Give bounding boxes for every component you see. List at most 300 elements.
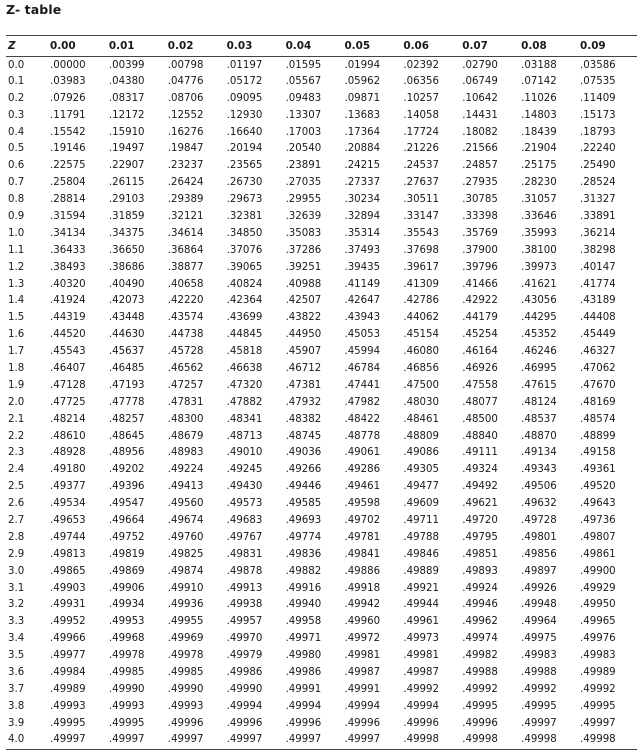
probability-cell: .24857 <box>462 160 498 172</box>
probability-cell: .40147 <box>580 261 616 273</box>
probability-cell: .48257 <box>108 413 145 425</box>
z-value-cell: 3.5 <box>8 650 25 662</box>
probability-cell: .41466 <box>462 278 498 290</box>
probability-cell: .49991 <box>285 683 322 695</box>
probability-cell: .49158 <box>580 447 616 459</box>
probability-cell: .39065 <box>226 261 263 273</box>
probability-cell: .48422 <box>344 413 381 425</box>
probability-cell: .49938 <box>226 599 263 611</box>
probability-cell: .46164 <box>462 346 498 358</box>
probability-cell: .33398 <box>462 210 498 222</box>
probability-cell: .49674 <box>167 514 204 526</box>
z-value-cell: 2.0 <box>8 396 25 408</box>
probability-cell: .41149 <box>344 278 381 290</box>
probability-cell: .49534 <box>50 498 86 510</box>
probability-cell: .47500 <box>403 379 439 391</box>
probability-cell: .49994 <box>285 700 322 712</box>
probability-cell: .49995 <box>108 717 145 729</box>
probability-cell: .49856 <box>521 548 557 560</box>
probability-cell: .47320 <box>226 379 263 391</box>
probability-cell: .49825 <box>167 548 204 560</box>
probability-cell: .49987 <box>403 667 439 678</box>
probability-cell: .49377 <box>50 481 86 493</box>
probability-cell: .49010 <box>226 447 263 459</box>
probability-cell: .49598 <box>344 498 381 510</box>
probability-cell: .49983 <box>580 650 616 662</box>
z-value-cell: 4.0 <box>6 732 48 749</box>
probability-cell: .49942 <box>344 599 381 611</box>
probability-cell: .40988 <box>285 278 322 290</box>
probability-cell: .46562 <box>167 362 204 374</box>
probability-cell: .49506 <box>521 481 557 493</box>
probability-cell: .49874 <box>167 565 204 577</box>
probability-cell: .46856 <box>403 362 439 374</box>
z-value-cell: 3.1 <box>8 582 25 594</box>
probability-cell: .29389 <box>167 194 204 206</box>
table-row <box>6 445 637 462</box>
probability-cell: .49924 <box>462 582 498 594</box>
probability-cell: .48077 <box>462 396 498 408</box>
probability-cell: .40824 <box>226 278 263 290</box>
probability-cell: .48840 <box>462 430 498 442</box>
probability-cell: .45543 <box>50 346 86 358</box>
probability-cell: .48341 <box>226 413 263 425</box>
probability-cell: .46638 <box>226 362 263 374</box>
probability-cell: .26730 <box>226 177 263 189</box>
probability-cell: .23237 <box>167 160 204 172</box>
probability-cell: .48169 <box>580 396 616 408</box>
probability-cell: .49846 <box>403 548 439 560</box>
probability-cell: .40490 <box>108 278 145 290</box>
probability-cell: .49970 <box>226 633 263 645</box>
probability-cell: .49664 <box>108 514 145 526</box>
z-value-cell: 0.4 <box>8 126 25 138</box>
probability-cell: .35769 <box>462 227 498 239</box>
probability-cell: .49744 <box>50 531 86 543</box>
z-value-cell: 3.7 <box>8 683 25 695</box>
probability-cell: .47193 <box>108 379 145 391</box>
probability-cell: .49998 <box>519 732 578 749</box>
probability-cell: .49903 <box>50 582 86 594</box>
probability-cell: .17003 <box>285 126 322 138</box>
probability-cell: .49934 <box>108 599 145 611</box>
probability-cell: .47381 <box>285 379 322 391</box>
probability-cell: .49906 <box>108 582 145 594</box>
probability-cell: .49993 <box>50 700 86 712</box>
probability-cell: .07142 <box>521 75 557 87</box>
probability-cell: .49324 <box>462 464 498 476</box>
probability-cell: .49952 <box>50 616 86 628</box>
table-row <box>6 513 637 530</box>
probability-cell: .48899 <box>580 430 616 442</box>
probability-cell: .19847 <box>167 143 204 155</box>
probability-cell: .00399 <box>108 60 145 72</box>
probability-cell: .49801 <box>521 531 557 543</box>
header-cell: 0.06 <box>401 36 460 57</box>
probability-cell: .32121 <box>167 210 204 222</box>
probability-cell: .49286 <box>344 464 381 476</box>
table-row <box>6 715 637 732</box>
probability-cell: .45154 <box>403 329 439 341</box>
probability-cell: .41774 <box>580 278 616 290</box>
probability-cell: .45449 <box>580 329 616 341</box>
probability-cell: .05962 <box>344 75 381 87</box>
probability-cell: .49996 <box>285 717 322 729</box>
probability-cell: .21904 <box>521 143 557 155</box>
probability-cell: .49720 <box>462 514 498 526</box>
probability-cell: .49224 <box>167 464 204 476</box>
probability-cell: .39251 <box>285 261 322 273</box>
probability-cell: .49788 <box>403 531 439 543</box>
probability-cell: .24215 <box>344 160 381 172</box>
table-row <box>6 648 637 665</box>
probability-cell: .46712 <box>285 362 322 374</box>
probability-cell: .49992 <box>403 683 439 695</box>
table-row <box>6 225 637 242</box>
z-value-cell: 2.7 <box>8 514 25 526</box>
probability-cell: .49989 <box>50 683 86 695</box>
probability-cell: .38686 <box>108 261 145 273</box>
table-row <box>6 665 637 682</box>
table-row <box>6 580 637 597</box>
probability-cell: .45053 <box>344 329 381 341</box>
header-cell: 0.05 <box>342 36 401 57</box>
probability-cell: .49985 <box>108 667 145 678</box>
table-body <box>6 57 637 750</box>
probability-cell: .49990 <box>108 683 145 695</box>
probability-cell: .49343 <box>521 464 557 476</box>
probability-cell: .49998 <box>460 732 519 749</box>
probability-cell: .49940 <box>285 599 322 611</box>
probability-cell: .47725 <box>50 396 86 408</box>
probability-cell: .44408 <box>580 312 616 324</box>
probability-cell: .49266 <box>285 464 322 476</box>
probability-cell: .28814 <box>50 194 86 206</box>
probability-cell: .48300 <box>167 413 204 425</box>
probability-cell: .49997 <box>342 732 401 749</box>
probability-cell: .20194 <box>226 143 263 155</box>
probability-cell: .01197 <box>226 60 263 72</box>
z-value-cell: 2.8 <box>8 531 25 543</box>
z-value-cell: 0.5 <box>8 143 25 155</box>
probability-cell: .49978 <box>167 650 204 662</box>
table-row <box>6 141 637 158</box>
probability-cell: .49998 <box>401 732 460 749</box>
probability-cell: .39973 <box>521 261 557 273</box>
header-cell-z: Z <box>6 36 48 57</box>
probability-cell: .49653 <box>50 514 86 526</box>
probability-cell: .40320 <box>50 278 86 290</box>
probability-cell: .03586 <box>580 60 616 72</box>
probability-cell: .43448 <box>108 312 145 324</box>
probability-cell: .45907 <box>285 346 322 358</box>
probability-cell: .49897 <box>521 565 557 577</box>
header-cell: 0.01 <box>107 36 166 57</box>
probability-cell: .29955 <box>285 194 322 206</box>
probability-cell: .49994 <box>403 700 439 712</box>
probability-cell: .49950 <box>580 599 616 611</box>
probability-cell: .39435 <box>344 261 381 273</box>
probability-cell: .29103 <box>108 194 145 206</box>
probability-cell: .49929 <box>580 582 616 594</box>
probability-cell: .39796 <box>462 261 498 273</box>
probability-cell: .49086 <box>403 447 439 459</box>
probability-cell: .49916 <box>285 582 322 594</box>
probability-cell: .20540 <box>285 143 322 155</box>
probability-cell: .49961 <box>403 616 439 628</box>
probability-cell: .46485 <box>108 362 145 374</box>
probability-cell: .49984 <box>50 667 86 678</box>
probability-cell: .49996 <box>403 717 439 729</box>
page-title: Z- table <box>6 2 62 17</box>
probability-cell: .49982 <box>462 650 498 662</box>
probability-cell: .30785 <box>462 194 498 206</box>
probability-cell: .49981 <box>344 650 381 662</box>
probability-cell: .44319 <box>50 312 86 324</box>
probability-cell: .07535 <box>580 75 616 87</box>
probability-cell: .42647 <box>344 295 381 307</box>
probability-cell: .47062 <box>580 362 616 374</box>
probability-cell: .49446 <box>285 481 322 493</box>
probability-cell: .22575 <box>50 160 86 172</box>
z-value-cell: 0.1 <box>8 75 25 87</box>
probability-cell: .16276 <box>167 126 204 138</box>
probability-cell: .49988 <box>521 667 557 678</box>
probability-cell: .22240 <box>580 143 616 155</box>
probability-cell: .47831 <box>167 396 204 408</box>
probability-cell: .49693 <box>285 514 322 526</box>
z-value-cell: 1.9 <box>8 379 25 391</box>
probability-cell: .49396 <box>108 481 145 493</box>
probability-cell: .49936 <box>167 599 204 611</box>
z-value-cell: 3.4 <box>8 633 25 645</box>
header-cell: 0.08 <box>519 36 578 57</box>
probability-cell: .21566 <box>462 143 498 155</box>
z-value-cell: 2.6 <box>8 498 25 510</box>
z-value-cell: 1.0 <box>8 227 25 239</box>
probability-cell: .48124 <box>521 396 557 408</box>
probability-cell: .49477 <box>403 481 439 493</box>
table-row <box>6 293 637 310</box>
probability-cell: .49573 <box>226 498 263 510</box>
probability-cell: .45254 <box>462 329 498 341</box>
probability-cell: .49134 <box>521 447 557 459</box>
probability-cell: .33646 <box>521 210 557 222</box>
z-value-cell: 3.6 <box>8 667 25 678</box>
probability-cell: .08706 <box>167 92 204 104</box>
probability-cell: .37698 <box>403 244 439 256</box>
probability-cell: .16640 <box>226 126 263 138</box>
probability-cell: .48778 <box>344 430 381 442</box>
probability-cell: .48500 <box>462 413 498 425</box>
probability-cell: .12930 <box>226 109 263 121</box>
z-value-cell: 1.2 <box>8 261 25 273</box>
probability-cell: .48713 <box>226 430 263 442</box>
table-row <box>6 209 637 226</box>
probability-cell: .34614 <box>167 227 204 239</box>
probability-cell: .42922 <box>462 295 498 307</box>
probability-cell: .49968 <box>108 633 145 645</box>
table-row <box>6 631 637 648</box>
probability-cell: .49711 <box>403 514 439 526</box>
probability-cell: .44295 <box>521 312 557 324</box>
probability-cell: .49969 <box>167 633 204 645</box>
probability-cell: .38100 <box>521 244 557 256</box>
probability-cell: .49585 <box>285 498 322 510</box>
probability-cell: .46407 <box>50 362 86 374</box>
probability-cell: .49955 <box>167 616 204 628</box>
probability-cell: .46784 <box>344 362 381 374</box>
probability-cell: .31594 <box>50 210 86 222</box>
probability-cell: .45994 <box>344 346 381 358</box>
probability-cell: .49975 <box>521 633 557 645</box>
z-value-cell: 0.6 <box>8 160 25 172</box>
probability-cell: .49990 <box>226 683 263 695</box>
header-row <box>6 36 637 57</box>
probability-cell: .49643 <box>580 498 616 510</box>
probability-cell: .23891 <box>285 160 322 172</box>
table-row <box>6 90 637 107</box>
probability-cell: .48537 <box>521 413 557 425</box>
probability-cell: .48461 <box>403 413 439 425</box>
probability-cell: .00000 <box>50 60 86 72</box>
probability-cell: .43189 <box>580 295 616 307</box>
table-row <box>6 546 637 563</box>
probability-cell: .49918 <box>344 582 381 594</box>
probability-cell: .48214 <box>50 413 86 425</box>
probability-cell: .25804 <box>50 177 86 189</box>
probability-cell: .49111 <box>462 447 498 459</box>
probability-cell: .49972 <box>344 633 381 645</box>
probability-cell: .49973 <box>403 633 439 645</box>
probability-cell: .41309 <box>403 278 439 290</box>
probability-cell: .48382 <box>285 413 322 425</box>
probability-cell: .06749 <box>462 75 498 87</box>
probability-cell: .37076 <box>226 244 263 256</box>
probability-cell: .49819 <box>108 548 145 560</box>
table-row <box>6 73 637 90</box>
probability-cell: .05567 <box>285 75 322 87</box>
z-value-cell: 0.2 <box>8 92 25 104</box>
probability-cell: .37286 <box>285 244 322 256</box>
probability-cell: .48809 <box>403 430 439 442</box>
probability-cell: .49997 <box>48 732 107 749</box>
probability-cell: .49926 <box>521 582 557 594</box>
probability-cell: .35543 <box>403 227 439 239</box>
table-row <box>6 462 637 479</box>
probability-cell: .47882 <box>226 396 263 408</box>
probability-cell: .49683 <box>226 514 263 526</box>
probability-cell: .49995 <box>580 700 616 712</box>
probability-cell: .10257 <box>403 92 439 104</box>
table-row <box>6 344 637 361</box>
probability-cell: .49813 <box>50 548 86 560</box>
z-value-cell: 2.2 <box>8 430 25 442</box>
probability-cell: .49993 <box>167 700 204 712</box>
probability-cell: .48679 <box>167 430 204 442</box>
probability-cell: .49910 <box>167 582 204 594</box>
probability-cell: .49990 <box>167 683 204 695</box>
probability-cell: .27637 <box>403 177 439 189</box>
probability-cell: .49948 <box>521 599 557 611</box>
probability-cell: .15173 <box>580 109 616 121</box>
probability-cell: .03983 <box>50 75 86 87</box>
probability-cell: .49836 <box>285 548 322 560</box>
z-value-cell: 3.0 <box>8 565 25 577</box>
probability-cell: .49621 <box>462 498 498 510</box>
probability-cell: .49520 <box>580 481 616 493</box>
probability-cell: .41924 <box>50 295 86 307</box>
z-value-cell: 1.1 <box>8 244 25 256</box>
probability-cell: .49861 <box>580 548 616 560</box>
probability-cell: .08317 <box>108 92 145 104</box>
header-cell: 0.07 <box>460 36 519 57</box>
probability-cell: .49962 <box>462 616 498 628</box>
probability-cell: .49202 <box>108 464 145 476</box>
z-value-cell: 0.9 <box>8 210 25 222</box>
probability-cell: .41621 <box>521 278 557 290</box>
probability-cell: .49988 <box>462 667 498 678</box>
probability-cell: .49752 <box>108 531 145 543</box>
table-row <box>6 57 637 74</box>
table-row <box>6 681 637 698</box>
probability-cell: .47932 <box>285 396 322 408</box>
probability-cell: .38493 <box>50 261 86 273</box>
probability-cell: .35083 <box>285 227 322 239</box>
probability-cell: .48645 <box>108 430 145 442</box>
probability-cell: .47257 <box>167 379 204 391</box>
probability-cell: .49995 <box>521 700 557 712</box>
probability-cell: .49781 <box>344 531 381 543</box>
probability-cell: .49997 <box>166 732 225 749</box>
probability-cell: .49986 <box>226 667 263 678</box>
probability-cell: .49760 <box>167 531 204 543</box>
probability-cell: .09095 <box>226 92 263 104</box>
probability-cell: .48745 <box>285 430 322 442</box>
probability-cell: .45728 <box>167 346 204 358</box>
z-value-cell: 2.1 <box>8 413 25 425</box>
z-value-cell: 2.5 <box>8 481 25 493</box>
probability-cell: .49882 <box>285 565 322 577</box>
probability-cell: .49980 <box>285 650 322 662</box>
probability-cell: .11409 <box>580 92 616 104</box>
z-value-cell: 0.0 <box>8 60 25 72</box>
probability-cell: .36650 <box>108 244 145 256</box>
probability-cell: .03188 <box>521 60 557 72</box>
probability-cell: .45352 <box>521 329 557 341</box>
probability-cell: .49966 <box>50 633 86 645</box>
probability-cell: .35993 <box>521 227 557 239</box>
probability-cell: .30511 <box>403 194 439 206</box>
probability-cell: .18439 <box>521 126 557 138</box>
probability-cell: .49992 <box>580 683 616 695</box>
probability-cell: .44738 <box>167 329 204 341</box>
probability-cell: .01994 <box>344 60 381 72</box>
z-value-cell: 3.9 <box>8 717 25 729</box>
probability-cell: .14803 <box>521 109 557 121</box>
table-row <box>6 732 637 749</box>
probability-cell: .49996 <box>462 717 498 729</box>
table-row <box>6 158 637 175</box>
probability-cell: .17364 <box>344 126 381 138</box>
probability-cell: .45818 <box>226 346 263 358</box>
probability-cell: .49974 <box>462 633 498 645</box>
probability-cell: .22907 <box>108 160 145 172</box>
z-value-cell: 1.5 <box>8 312 25 324</box>
probability-cell: .48574 <box>580 413 616 425</box>
probability-cell: .25175 <box>521 160 557 172</box>
probability-cell: .15910 <box>108 126 145 138</box>
